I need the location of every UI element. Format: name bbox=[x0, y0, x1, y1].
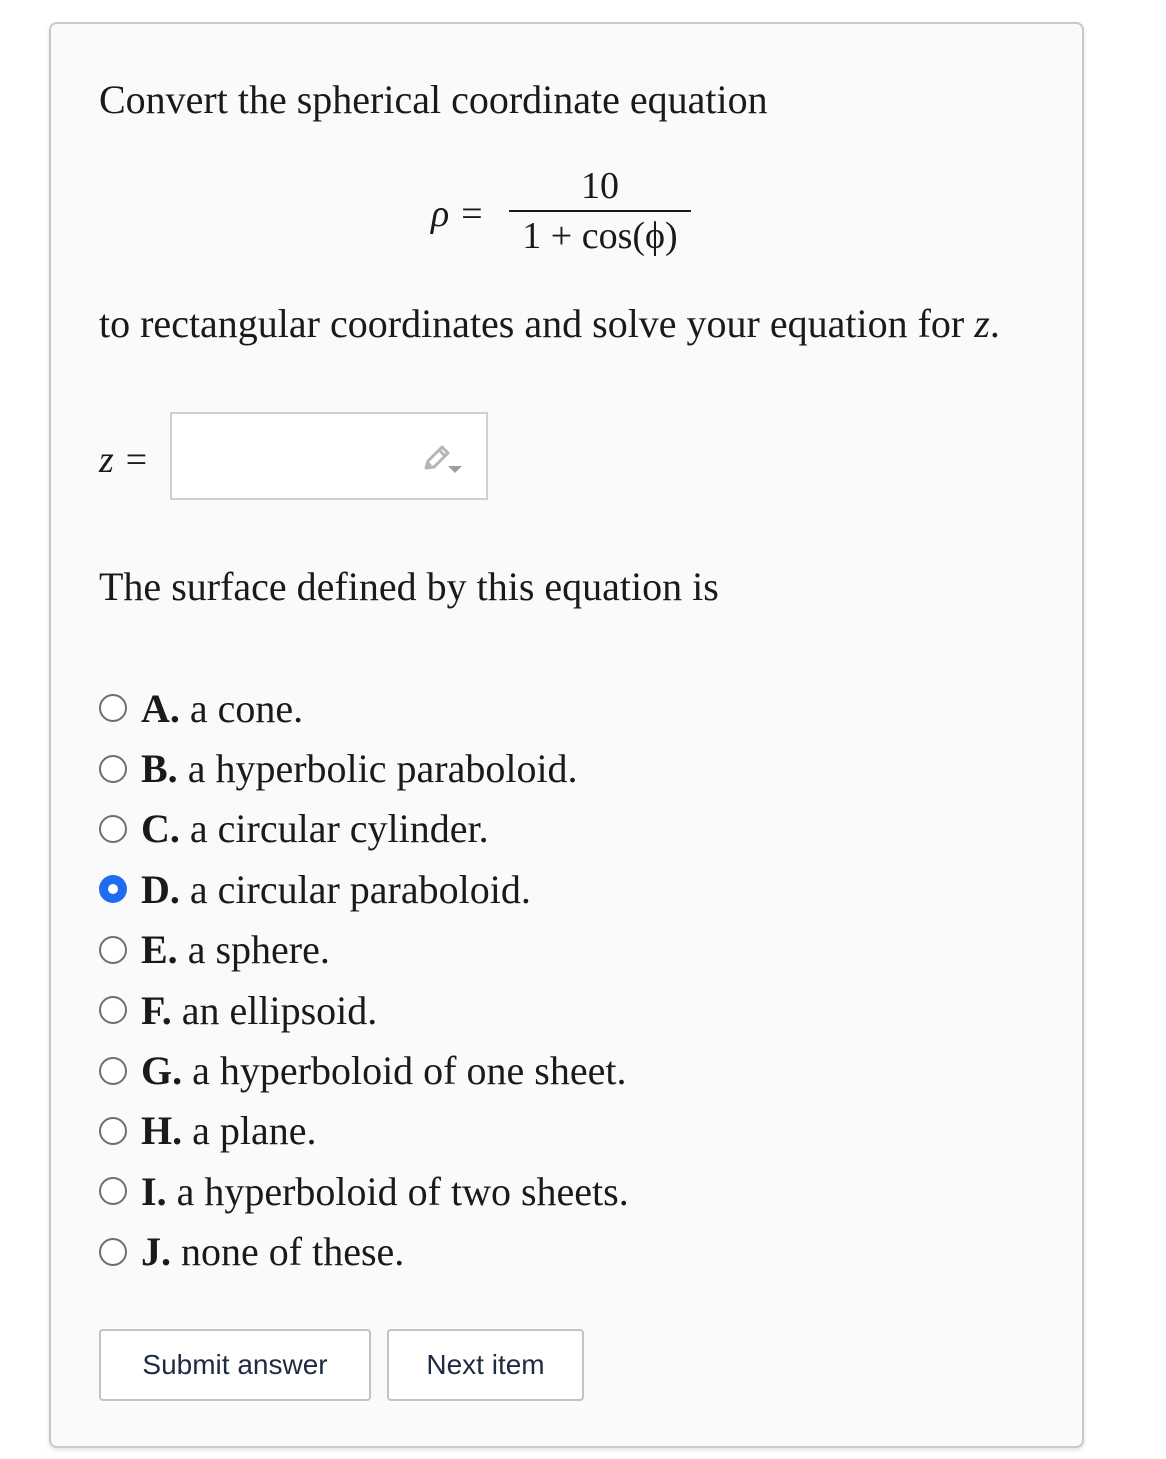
equation-lhs: ρ = bbox=[431, 193, 485, 235]
option-g[interactable] bbox=[99, 1040, 629, 1100]
option-letter: J. bbox=[141, 1229, 171, 1275]
radio-button[interactable] bbox=[99, 755, 127, 783]
option-i[interactable] bbox=[99, 1161, 629, 1221]
options-list bbox=[99, 678, 629, 1282]
radio-button[interactable] bbox=[99, 1117, 127, 1145]
option-letter: B. bbox=[141, 746, 178, 792]
question-intro: Convert the spherical coordinate equation bbox=[99, 77, 768, 122]
fraction-bar bbox=[509, 210, 691, 212]
option-letter: A. bbox=[141, 685, 180, 731]
radio-button[interactable] bbox=[99, 1057, 127, 1085]
option-text: a circular paraboloid. bbox=[189, 866, 531, 912]
pencil-icon[interactable] bbox=[422, 442, 464, 476]
next-item-button[interactable]: Next item bbox=[387, 1329, 584, 1401]
option-text: none of these. bbox=[181, 1229, 405, 1275]
radio-button[interactable] bbox=[99, 694, 127, 722]
fraction-numerator: 10 bbox=[581, 165, 619, 207]
radio-button[interactable] bbox=[99, 815, 127, 843]
option-b[interactable] bbox=[99, 738, 629, 798]
option-text: a circular cylinder. bbox=[189, 806, 489, 852]
option-letter: D. bbox=[141, 866, 180, 912]
option-letter: H. bbox=[141, 1108, 183, 1154]
option-d[interactable] bbox=[99, 859, 629, 919]
option-h[interactable] bbox=[99, 1101, 629, 1161]
instruction-suffix: . bbox=[989, 301, 1000, 346]
radio-button[interactable] bbox=[99, 1238, 127, 1266]
radio-button[interactable] bbox=[99, 996, 127, 1024]
option-c[interactable] bbox=[99, 799, 629, 859]
question-instruction bbox=[99, 300, 1000, 347]
radio-button[interactable] bbox=[99, 875, 127, 903]
option-letter: I. bbox=[141, 1168, 167, 1214]
instruction-variable: z bbox=[974, 301, 990, 346]
answer-input[interactable] bbox=[170, 412, 488, 500]
option-j[interactable] bbox=[99, 1222, 629, 1282]
option-text: a hyperboloid of two sheets. bbox=[176, 1168, 629, 1214]
option-letter: G. bbox=[141, 1048, 183, 1094]
option-text: a sphere. bbox=[187, 927, 330, 973]
option-text: a cone. bbox=[189, 685, 304, 731]
radio-button[interactable] bbox=[99, 936, 127, 964]
option-text: a hyperbolic paraboloid. bbox=[187, 746, 578, 792]
instruction-prefix: to rectangular coordinates and solve your equation for bbox=[99, 301, 975, 346]
surface-prompt: The surface defined by this equation is bbox=[99, 564, 719, 609]
option-f[interactable] bbox=[99, 980, 629, 1040]
option-a[interactable] bbox=[99, 678, 629, 738]
option-text: an ellipsoid. bbox=[181, 987, 378, 1033]
option-text: a hyperboloid of one sheet. bbox=[192, 1048, 627, 1094]
radio-button[interactable] bbox=[99, 1177, 127, 1205]
option-letter: F. bbox=[141, 987, 172, 1033]
option-letter: C. bbox=[141, 806, 180, 852]
option-e[interactable] bbox=[99, 920, 629, 980]
submit-answer-button[interactable]: Submit answer bbox=[99, 1329, 371, 1401]
option-text: a plane. bbox=[192, 1108, 317, 1154]
fraction-denominator: 1 + cos(ϕ) bbox=[522, 215, 678, 257]
answer-label: z = bbox=[99, 439, 149, 481]
question-card bbox=[49, 22, 1084, 1448]
option-letter: E. bbox=[141, 927, 178, 973]
